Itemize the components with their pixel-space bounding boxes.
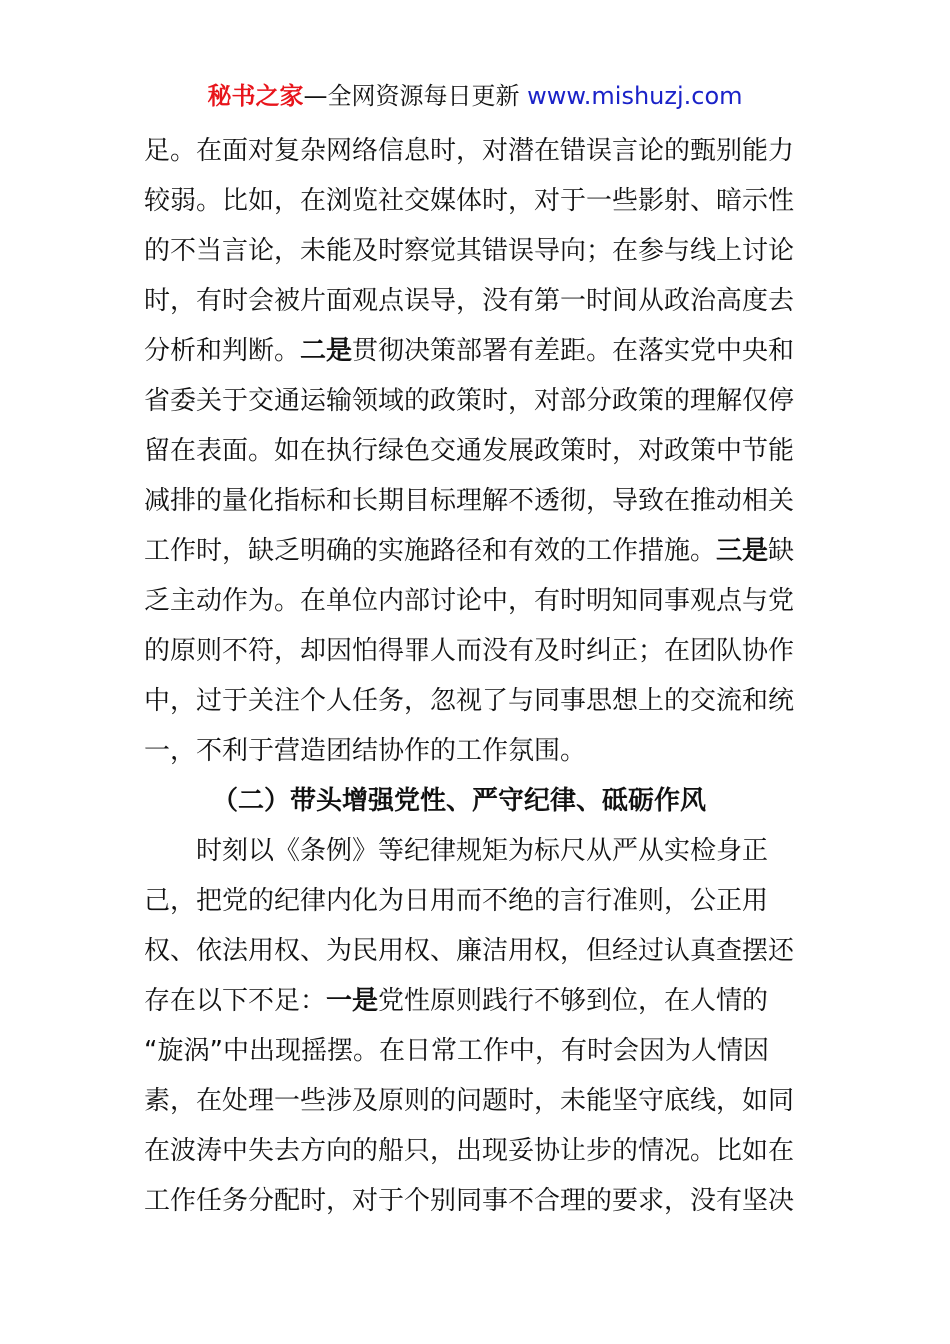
text-line: 留在表面。如在执行绿色交通发展政策时，对政策中节能 xyxy=(144,436,795,466)
text-line: 己，把党的纪律内化为日用而不绝的言行准则，公正用 xyxy=(144,886,769,916)
bold-marker: 二是 xyxy=(300,336,353,366)
document-body xyxy=(144,126,808,1226)
text-line: 足。在面对复杂网络信息时，对潜在错误言论的甄别能力 xyxy=(144,136,795,166)
text-line: 省委关于交通运输领域的政策时，对部分政策的理解仅停 xyxy=(144,386,795,416)
text-line: 减排的量化指标和长期目标理解不透彻，导致在推动相关 xyxy=(144,486,795,516)
text-line: 乏主动作为。在单位内部讨论中，有时明知同事观点与党 xyxy=(144,586,795,616)
text-line xyxy=(144,976,808,1026)
text-run: 缺 xyxy=(768,536,795,566)
text-line xyxy=(144,326,808,376)
header-tagline: —全网资源每日更新 xyxy=(303,82,528,110)
text-line: 在波涛中失去方向的船只，出现妥协让步的情况。比如在 xyxy=(144,1136,795,1166)
page-header xyxy=(0,78,950,114)
text-line: 一，不利于营造团结协作的工作氛围。 xyxy=(144,736,587,766)
text-run: 工作时，缺乏明确的实施路径和有效的工作措施。 xyxy=(144,536,717,566)
text-line: 较弱。比如，在浏览社交媒体时，对于一些影射、暗示性 xyxy=(144,186,795,216)
text-line: 时刻以《条例》等纪律规矩为标尺从严从实检身正 xyxy=(196,836,769,866)
bold-marker: 一是 xyxy=(326,986,379,1016)
site-url[interactable]: www.mishuzj.com xyxy=(527,82,743,110)
bold-marker: 三是 xyxy=(716,536,769,566)
text-line: 权、依法用权、为民用权、廉洁用权，但经过认真查摆还 xyxy=(144,936,795,966)
text-line: 素，在处理一些涉及原则的问题时，未能坚守底线，如同 xyxy=(144,1086,795,1116)
text-run: 分析和判断。 xyxy=(144,336,301,366)
text-run: 贯彻决策部署有差距。在落实党中央和 xyxy=(352,336,795,366)
text-line: 时，有时会被片面观点误导，没有第一时间从政治高度去 xyxy=(144,286,795,316)
text-line: 中，过于关注个人任务，忽视了与同事思想上的交流和统 xyxy=(144,686,795,716)
brand-name: 秘书之家 xyxy=(207,82,304,110)
text-line: 的不当言论，未能及时察觉其错误导向；在参与线上讨论 xyxy=(144,236,795,266)
text-line: “旋涡”中出现摇摆。在日常工作中，有时会因为人情因 xyxy=(144,1036,769,1066)
text-run: 存在以下不足： xyxy=(144,986,327,1016)
text-run: 党性原则践行不够到位，在人情的 xyxy=(378,986,769,1016)
section-heading: （二）带头增强党性、严守纪律、砥砺作风 xyxy=(212,786,707,816)
text-line: 工作任务分配时，对于个别同事不合理的要求，没有坚决 xyxy=(144,1186,795,1216)
text-line xyxy=(144,526,808,576)
text-line: 的原则不符，却因怕得罪人而没有及时纠正；在团队协作 xyxy=(144,636,795,666)
